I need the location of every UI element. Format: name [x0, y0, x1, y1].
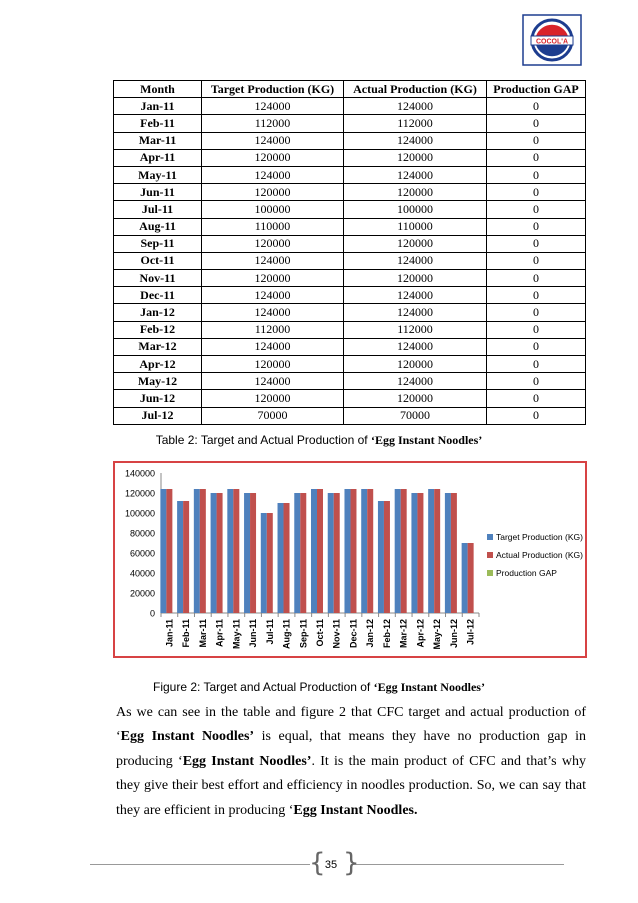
legend-swatch: [487, 534, 493, 540]
cell-actual: 100000: [344, 201, 487, 218]
figure-caption-bold: ‘Egg Instant Noodles’: [373, 680, 485, 694]
table-row: [114, 321, 586, 338]
production-table: [113, 80, 586, 425]
cell-target: 110000: [202, 218, 344, 235]
x-tick-label: Apr-12: [415, 619, 426, 648]
y-tick-label: 0: [149, 608, 155, 619]
cell-gap: 0: [487, 338, 586, 355]
bar-target: [462, 543, 468, 613]
cell-actual: 120000: [344, 356, 487, 373]
bar-target: [344, 489, 350, 613]
col-header-actual: Actual Production (KG): [344, 81, 487, 98]
bar-actual: [166, 489, 172, 613]
footer-rule-left: [90, 864, 310, 865]
cell-month: May-11: [114, 166, 202, 183]
cell-actual: 112000: [344, 115, 487, 132]
table-row: [114, 149, 586, 166]
cell-target: 120000: [202, 356, 344, 373]
col-header-gap: Production GAP: [487, 81, 586, 98]
legend-label: Target Production (KG): [496, 532, 583, 542]
bar-actual: [367, 489, 373, 613]
bar-target: [261, 513, 267, 613]
cell-actual: 124000: [344, 132, 487, 149]
legend-swatch: [487, 570, 493, 576]
cell-month: Feb-11: [114, 115, 202, 132]
y-tick-label: 20000: [129, 588, 155, 599]
x-tick-label: Nov-11: [331, 619, 342, 649]
cell-gap: 0: [487, 390, 586, 407]
cell-target: 120000: [202, 184, 344, 201]
cell-target: 100000: [202, 201, 344, 218]
bar-actual: [468, 543, 474, 613]
table-row: [114, 252, 586, 269]
cell-gap: 0: [487, 321, 586, 338]
para-bold-2: Egg Instant Noodles’: [182, 753, 312, 769]
table-row: [114, 407, 586, 424]
chart-frame: [113, 461, 587, 658]
bar-actual: [384, 501, 390, 613]
table-row: [114, 166, 586, 183]
cell-month: Jan-12: [114, 304, 202, 321]
cell-month: May-12: [114, 373, 202, 390]
cell-actual: 112000: [344, 321, 487, 338]
legend-swatch: [487, 552, 493, 558]
cell-target: 124000: [202, 252, 344, 269]
bar-target: [244, 493, 250, 613]
para-text-3: . It is the main product of CFC and that’s why they give their best effort and efficiency in noodles production. So, we can say that they are efficient in producing ‘: [116, 753, 586, 818]
x-tick-label: Aug-11: [281, 619, 292, 650]
x-tick-label: Sep-11: [298, 619, 309, 649]
x-tick-label: May-12: [432, 619, 443, 650]
cell-gap: 0: [487, 407, 586, 424]
x-tick-label: Mar-11: [197, 619, 208, 648]
bar-target: [395, 489, 401, 613]
y-tick-label: 80000: [129, 528, 155, 539]
cell-month: Dec-11: [114, 287, 202, 304]
bar-actual: [200, 489, 206, 613]
y-tick-label: 120000: [124, 488, 155, 499]
cell-month: Jul-12: [114, 407, 202, 424]
cell-target: 124000: [202, 132, 344, 149]
x-tick-label: Jan-12: [365, 619, 376, 648]
table-row: [114, 98, 586, 115]
para-text-1: As we can see in the table and figure 2 that CFC target and actual production of ‘: [116, 705, 586, 745]
table-caption-prefix: Table 2: Target and Actual Production of: [155, 433, 371, 447]
logo-text: COCOL'A: [536, 38, 568, 46]
cell-actual: 124000: [344, 252, 487, 269]
bar-target: [361, 489, 367, 613]
bar-target: [328, 493, 334, 613]
cell-month: Jul-11: [114, 201, 202, 218]
figure-caption: [0, 680, 638, 695]
x-tick-label: Jul-12: [465, 619, 476, 646]
cell-actual: 110000: [344, 218, 487, 235]
bar-target: [311, 489, 317, 613]
bar-actual: [451, 493, 457, 613]
x-tick-label: Dec-11: [348, 619, 359, 649]
cell-target: 112000: [202, 321, 344, 338]
cell-actual: 124000: [344, 373, 487, 390]
footer-brace-left: {: [309, 848, 326, 878]
bar-target: [428, 489, 434, 613]
x-tick-label: Jul-11: [264, 619, 275, 645]
cell-gap: 0: [487, 149, 586, 166]
cell-gap: 0: [487, 252, 586, 269]
bar-actual: [284, 503, 290, 613]
cell-actual: 120000: [344, 235, 487, 252]
cell-target: 124000: [202, 166, 344, 183]
cell-month: Mar-11: [114, 132, 202, 149]
table-row: [114, 184, 586, 201]
footer-brace-right: }: [343, 848, 360, 878]
cell-month: Oct-11: [114, 252, 202, 269]
y-tick-label: 140000: [124, 468, 155, 479]
cell-target: 120000: [202, 390, 344, 407]
table-row: [114, 287, 586, 304]
bar-actual: [334, 493, 340, 613]
table-header-row: [114, 81, 586, 98]
table-row: [114, 201, 586, 218]
x-tick-label: May-11: [231, 619, 242, 650]
cell-month: Jan-11: [114, 98, 202, 115]
cell-gap: 0: [487, 115, 586, 132]
y-tick-label: 40000: [129, 568, 155, 579]
cell-actual: 124000: [344, 98, 487, 115]
bar-actual: [401, 489, 407, 613]
x-tick-label: Jun-11: [248, 619, 259, 648]
table-row: [114, 356, 586, 373]
cell-gap: 0: [487, 235, 586, 252]
cell-target: 124000: [202, 373, 344, 390]
table-row: [114, 338, 586, 355]
x-tick-label: Jan-11: [164, 619, 175, 648]
body-paragraph: [116, 701, 586, 823]
table-row: [114, 270, 586, 287]
bar-target: [278, 503, 284, 613]
cell-target: 120000: [202, 149, 344, 166]
bar-target: [211, 493, 217, 613]
x-tick-label: Feb-11: [181, 619, 192, 648]
cell-target: 70000: [202, 407, 344, 424]
x-tick-label: Mar-12: [398, 619, 409, 649]
cell-actual: 120000: [344, 149, 487, 166]
production-bar-chart: [115, 463, 585, 656]
table-row: [114, 235, 586, 252]
bar-target: [177, 501, 183, 613]
cell-actual: 70000: [344, 407, 487, 424]
cell-target: 112000: [202, 115, 344, 132]
table-row: [114, 304, 586, 321]
footer-rule-right: [352, 864, 564, 865]
bar-actual: [183, 501, 189, 613]
cell-target: 124000: [202, 287, 344, 304]
cell-gap: 0: [487, 304, 586, 321]
bar-actual: [350, 489, 356, 613]
bar-actual: [250, 493, 256, 613]
x-tick-label: Jun-12: [448, 619, 459, 649]
cell-target: 124000: [202, 338, 344, 355]
bar-actual: [217, 493, 223, 613]
cell-actual: 120000: [344, 270, 487, 287]
para-bold-3: Egg Instant Noodles.: [293, 802, 418, 818]
cell-gap: 0: [487, 184, 586, 201]
bar-actual: [434, 489, 440, 613]
para-text-2: is equal, that means they have no production gap in producing ‘: [116, 729, 586, 769]
page-number: 35: [324, 859, 338, 871]
table-caption: [0, 433, 638, 448]
cocola-logo: [522, 14, 582, 66]
table-caption-bold: ‘Egg Instant Noodles’: [370, 433, 483, 447]
cell-month: Jun-11: [114, 184, 202, 201]
cell-gap: 0: [487, 287, 586, 304]
table-row: [114, 218, 586, 235]
bar-actual: [317, 489, 323, 613]
y-tick-label: 60000: [129, 548, 155, 559]
y-tick-label: 100000: [124, 508, 155, 519]
cell-target: 124000: [202, 304, 344, 321]
bar-target: [411, 493, 417, 613]
cell-month: Aug-11: [114, 218, 202, 235]
table-row: [114, 115, 586, 132]
bar-actual: [300, 493, 306, 613]
cell-gap: 0: [487, 270, 586, 287]
para-bold-1: Egg Instant Noodles’: [120, 729, 255, 745]
bar-target: [445, 493, 451, 613]
bar-actual: [233, 489, 239, 613]
cell-target: 120000: [202, 235, 344, 252]
cell-month: Nov-11: [114, 270, 202, 287]
bar-target: [378, 501, 384, 613]
bar-target: [227, 489, 233, 613]
table-row: [114, 373, 586, 390]
legend-label: Actual Production (KG): [496, 550, 583, 560]
bar-actual: [267, 513, 273, 613]
col-header-target: Target Production (KG): [202, 81, 344, 98]
figure-caption-prefix: Figure 2: Target and Actual Production of: [153, 680, 374, 694]
cell-gap: 0: [487, 218, 586, 235]
table-row: [114, 390, 586, 407]
cell-gap: 0: [487, 98, 586, 115]
col-header-month: Month: [114, 81, 202, 98]
cell-month: Apr-12: [114, 356, 202, 373]
cell-target: 124000: [202, 98, 344, 115]
cell-actual: 124000: [344, 166, 487, 183]
cell-actual: 124000: [344, 338, 487, 355]
bar-target: [294, 493, 300, 613]
legend-label: Production GAP: [496, 568, 557, 578]
x-tick-label: Apr-11: [214, 619, 225, 648]
cell-gap: 0: [487, 132, 586, 149]
bar-target: [160, 489, 166, 613]
cell-month: Mar-12: [114, 338, 202, 355]
cell-gap: 0: [487, 373, 586, 390]
cell-gap: 0: [487, 356, 586, 373]
bar-actual: [417, 493, 423, 613]
cell-month: Feb-12: [114, 321, 202, 338]
cell-actual: 124000: [344, 287, 487, 304]
cell-month: Sep-11: [114, 235, 202, 252]
cell-gap: 0: [487, 201, 586, 218]
cell-actual: 124000: [344, 304, 487, 321]
x-tick-label: Feb-12: [381, 619, 392, 649]
cell-month: Jun-12: [114, 390, 202, 407]
cell-target: 120000: [202, 270, 344, 287]
cell-month: Apr-11: [114, 149, 202, 166]
cell-actual: 120000: [344, 390, 487, 407]
bar-target: [194, 489, 200, 613]
table-row: [114, 132, 586, 149]
x-tick-label: Oct-11: [315, 619, 325, 647]
cell-actual: 120000: [344, 184, 487, 201]
cell-gap: 0: [487, 166, 586, 183]
